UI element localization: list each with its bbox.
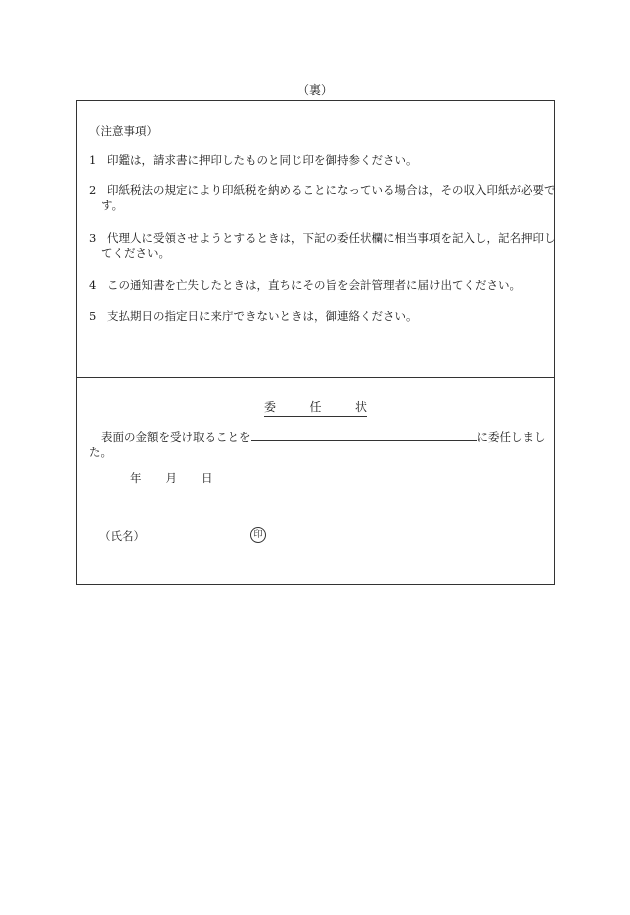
note-item <box>89 231 559 261</box>
seal-icon: 印 <box>250 527 266 543</box>
proxy-title-text: 委 任 状 <box>264 400 367 417</box>
delegate-name-field[interactable] <box>251 428 477 441</box>
proxy-section <box>77 378 554 584</box>
page-side-label: （裏） <box>296 83 333 97</box>
proxy-body <box>89 428 549 460</box>
name-label: （氏名） <box>99 529 145 543</box>
note-text: 代理人に受領させようとするときは，下記の委任状欄に相当事項を記入し，記名押印してください。 <box>101 231 556 260</box>
note-number: 3 <box>89 231 97 245</box>
notice-form <box>76 100 555 585</box>
note-item <box>89 278 559 293</box>
proxy-text-before: 表面の金額を受け取ることを <box>101 430 251 444</box>
proxy-text-after: に委任しました。 <box>89 430 546 459</box>
note-number: 5 <box>89 309 97 323</box>
note-number: 2 <box>89 183 97 197</box>
note-number: 4 <box>89 278 97 292</box>
note-text: 支払期日の指定日に来庁できないときは，御連絡ください。 <box>107 309 418 323</box>
date-day-label: 日 <box>201 471 213 485</box>
note-item <box>89 309 559 324</box>
notes-section <box>77 101 554 378</box>
notes-heading: （注意事項） <box>89 124 158 138</box>
note-number: 1 <box>89 153 97 167</box>
proxy-title <box>77 400 554 417</box>
note-item <box>89 153 559 168</box>
date-month-label: 月 <box>165 471 177 485</box>
note-item <box>89 183 559 213</box>
date-row[interactable] <box>130 471 213 486</box>
note-text: 印紙税法の規定により印紙税を納めることになっている場合は，その収入印紙が必要です。 <box>101 183 556 212</box>
note-text: 印鑑は，請求書に押印したものと同じ印を御持参ください。 <box>107 153 418 167</box>
date-year-label: 年 <box>130 471 142 485</box>
note-text: この通知書を亡失したときは，直ちにその旨を会計管理者に届け出てください。 <box>107 278 521 292</box>
